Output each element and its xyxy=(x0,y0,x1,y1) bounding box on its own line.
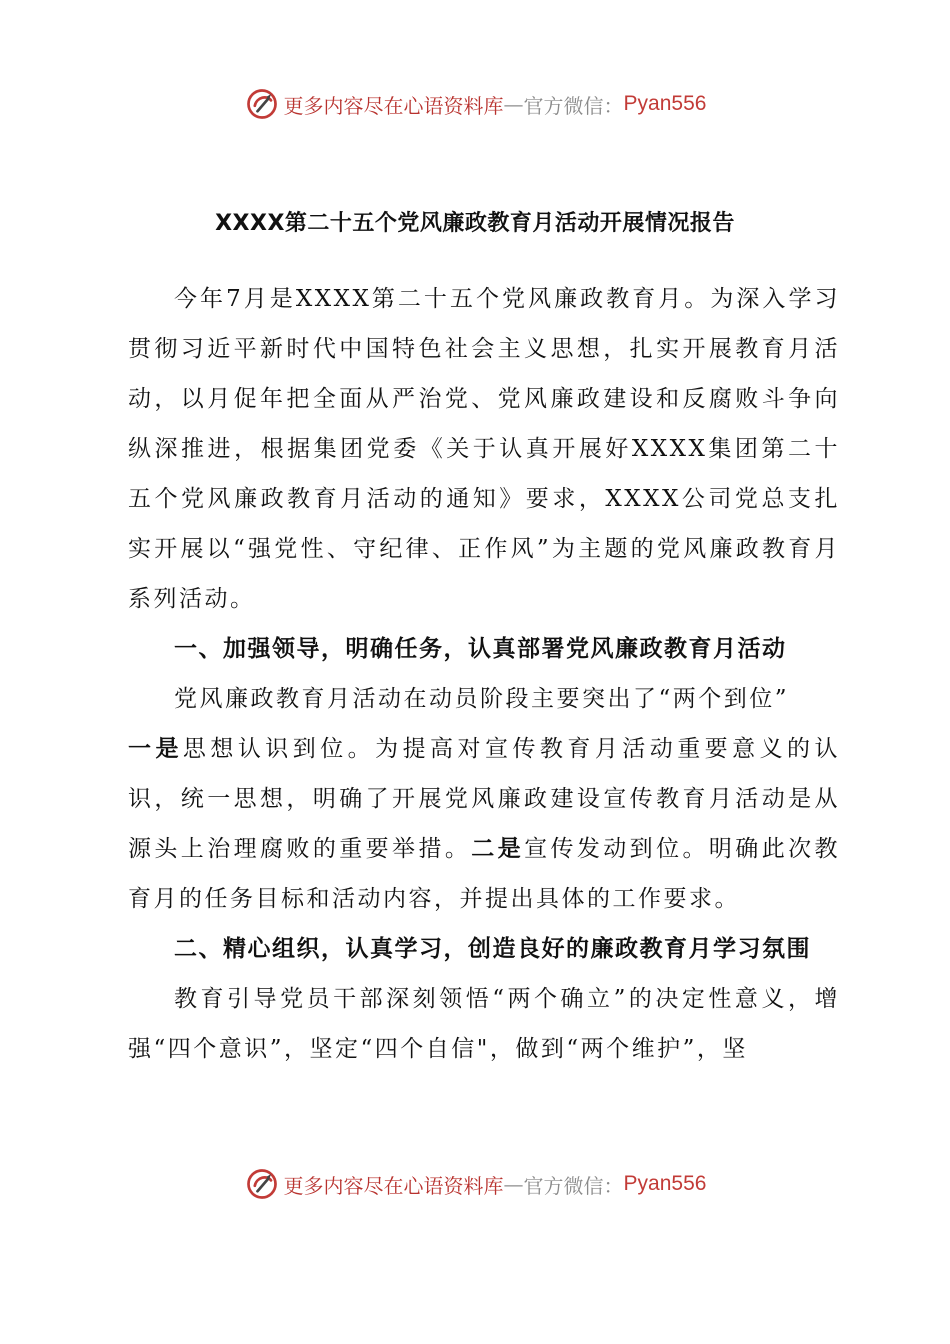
section1-heading: 一、加强领导，明确任务，认真部署党风廉政教育月活动 xyxy=(174,636,787,662)
document-body xyxy=(128,274,840,1074)
point1-label: 一是 xyxy=(128,736,183,762)
document-title: XXXX第二十五个党风廉政教育月活动开展情况报告 xyxy=(215,211,735,236)
watermark-banner-top xyxy=(0,82,950,126)
watermark-wechat-label: 官方微信： xyxy=(523,93,624,118)
watermark-wechat-id: Pyan556 xyxy=(623,92,707,115)
brand-logo-icon xyxy=(244,86,280,122)
section1-lead: 党风廉政教育月活动在动员阶段主要突出了“两个到位” xyxy=(174,686,790,712)
section2-heading: 二、精心组织，认真学习，创造良好的廉政教育月学习氛围 xyxy=(174,936,811,962)
section2-paragraph: 教育引导党员干部深刻领悟“两个确立”的决定性意义，增强“四个意识”，坚定“四个自信"，做到“两个维护”，坚 xyxy=(128,986,840,1062)
watermark-banner-bottom xyxy=(0,1162,950,1206)
section1-points-paragraph xyxy=(128,724,840,924)
intro-paragraph: 今年7月是XXXX第二十五个党风廉政教育月。为深入学习贯彻习近平新时代中国特色社会主义思想，扎实开展教育月活动，以月促年把全面从严治党、党风廉政建设和反腐败斗争向纵深推进，根据集团党委《关于认真开展好XXXX集团第二十五个党风廉政教育月活动的通知》要求，XXXX公司党总支扎实开展以“强党性、守纪律、正作风”为主题的党风廉政教育月系列活动。 xyxy=(128,286,840,612)
watermark-brand-text: 更多内容尽在心语资料库 xyxy=(283,93,504,118)
watermark-dash: — xyxy=(503,92,524,116)
point2-text: 宣传发动到位。明确此次教育月的任务目标和活动内容，并提出具体的工作要求。 xyxy=(128,836,841,912)
brand-logo-icon xyxy=(244,1166,280,1202)
point1-text: 思想认识到位。为提高对宣传教育月活动重要意义的认识，统一思想，明确了开展党风廉政建设宣传教育月活动是从源头上治理腐败的重要举措。 xyxy=(128,736,841,862)
point2-label: 二是 xyxy=(471,836,525,862)
watermark-brand-text: 更多内容尽在心语资料库 xyxy=(283,1173,504,1198)
watermark-dash: — xyxy=(503,1172,524,1196)
watermark-wechat-id: Pyan556 xyxy=(623,1172,707,1195)
watermark-wechat-label: 官方微信： xyxy=(523,1173,624,1198)
